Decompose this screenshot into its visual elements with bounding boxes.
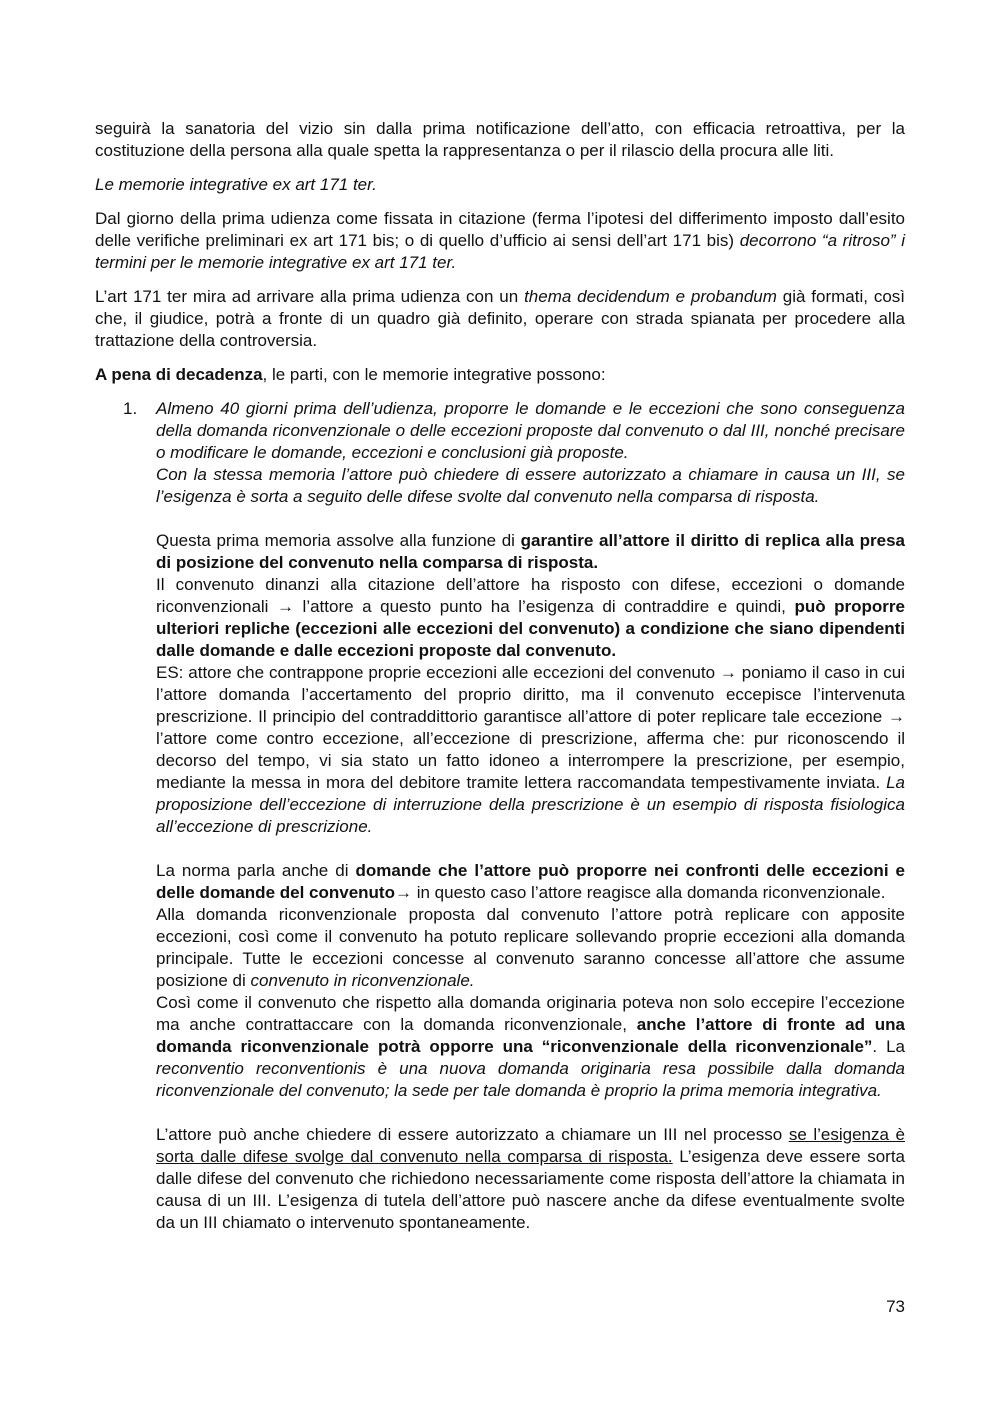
- italic-text: La proposizione dell’eccezione di interruzione della prescrizione è un esempio di risposta fisiologica all’eccezione di prescrizione.: [156, 773, 905, 836]
- item-intro-1: Almeno 40 giorni prima dell’udienza, proporre le domande e le eccezioni che sono conseguenza della domanda riconvenzionale o delle eccezioni proposte dal convenuto o dal III, nonché precisare o modificare le domande, eccezioni e conclusioni già proposte.: [156, 399, 905, 462]
- text: Alla domanda riconvenzionale proposta dal convenuto l’attore potrà replicare con apposite eccezioni, così come il convenuto ha potuto replicare sollevando proprie eccezioni alla domanda principale. Tutte le eccezioni concesse al convenuto saranno concesse all’attore che assume posizione di: [156, 905, 905, 990]
- text: , le parti, con le memorie integrative possono:: [262, 365, 606, 384]
- decadenza-bold: A pena di decadenza: [95, 365, 263, 384]
- paragraph-art-171-ter: [95, 286, 905, 352]
- text: Questa prima memoria assolve alla funzione di: [156, 531, 521, 550]
- bold-text: domande che l’attore può proporre nei confronti delle eccezioni e delle domande del convenuto: [156, 861, 906, 902]
- item-esempio: [156, 662, 905, 838]
- italic-text: reconventio reconventionis è una nuova domanda originaria resa possibile dalla domanda riconvenzionale del convenuto; la sede per tale domanda è proprio la prima memoria integrativa.: [156, 1059, 905, 1100]
- list-item-1: [95, 398, 905, 1234]
- item-repliche: [156, 574, 905, 662]
- text: già formati, così che, il giudice, potrà a fronte di un quadro già definito, operare con strada spianata per procedere alla trattazione della controversia.: [95, 287, 906, 350]
- document-page: [95, 118, 905, 1234]
- text: La norma parla anche di: [156, 861, 356, 880]
- paragraph-sanatoria: seguirà la sanatoria del vizio sin dalla prima notificazione dell’atto, con efficacia retroattiva, per la costituzione della persona alla quale spetta la rappresentanza o per il rilascio della procura alle liti.: [95, 119, 905, 160]
- text: Così come il convenuto che rispetto alla domanda originaria poteva non solo eccepire l’eccezione ma anche contrattaccare con la domanda riconvenzionale,: [156, 993, 905, 1034]
- item-reconventio: [156, 992, 905, 1102]
- italic-text: convenuto in riconvenzionale.: [250, 971, 475, 990]
- bold-text: garantire all’attore il diritto di replica alla presa di posizione del convenuto nella comparsa di risposta.: [156, 531, 905, 572]
- text: → in questo caso l’attore reagisce alla domanda riconvenzionale.: [394, 883, 886, 902]
- text: ES: attore che contrappone proprie eccezioni alle eccezioni del convenuto → poniamo il caso in cui l’attore domanda l’accertamento del proprio diritto, ma il convenuto eccepisce l’intervenuta prescrizione. Il principio del contraddittorio garantisce all’attore di poter replicare tale eccezione → l’attore come contro eccezione, all’eccezione di prescrizione, afferma che: pur riconoscendo il decorso del tempo, vi sia stato un fatto idoneo a interrompere la prescrizione, per esempio, mediante la messa in mora del debitore tramite lettera raccomandata tempestivamente inviata.: [156, 663, 905, 792]
- text: Il convenuto dinanzi alla citazione dell’attore ha risposto con difese, eccezioni o domande riconvenzionali → l’attore a questo punto ha l’esigenza di contraddire e quindi,: [156, 575, 905, 616]
- item-funzione: [156, 530, 905, 574]
- text: . La: [872, 1037, 905, 1056]
- text: L’attore può anche chiedere di essere autorizzato a chiamare un III nel processo: [156, 1125, 789, 1144]
- thema-decidendum: thema decidendum e probandum: [524, 287, 777, 306]
- text: L’art 171 ter mira ad arrivare alla prima udienza con un: [95, 287, 525, 306]
- paragraph-decadenza: [95, 364, 905, 386]
- bold-text: anche l’attore di fronte ad una domanda riconvenzionale potrà opporre una “riconvenzionale della riconvenzionale”: [156, 1015, 905, 1056]
- text: L’esigenza deve essere sorta dalle difese del convenuto che richiedono necessariamente come risposta dell’attore la chiamata in causa di un III. L’esigenza di tutela dell’attore può nascere anche da difese eventualmente svolte da un III chiamato o intervenuto spontaneamente.: [156, 1147, 905, 1232]
- underlined-text: se l’esigenza è sorta dalle difese svolge dal convenuto nella comparsa di risposta.: [156, 1125, 905, 1166]
- item-replica-riconvenzionale: [156, 904, 905, 992]
- item-domande: [156, 860, 905, 904]
- paragraph-termini-text: Dal giorno della prima udienza come fissata in citazione (ferma l’ipotesi del differimento imposto dall’esito delle verifiche preliminari ex art 171 bis; o di quello d’ufficio ai sensi dell’art 171 bis): [95, 209, 905, 250]
- section-heading: Le memorie integrative ex art 171 ter.: [95, 175, 377, 194]
- paragraph-termini: [95, 208, 905, 274]
- item-intro-2: Con la stessa memoria l’attore può chiedere di essere autorizzato a chiamare in causa un III, se l’esigenza è sorta a seguito delle difese svolte dal convenuto nella comparsa di risposta.: [156, 465, 905, 506]
- page-number: 73: [886, 1297, 905, 1316]
- item-chiamata-terzo: [156, 1124, 905, 1234]
- paragraph-termini-italic: decorrono “a ritroso” i termini per le memorie integrative ex art 171 ter.: [95, 231, 905, 272]
- list-item-number: 1.: [123, 399, 138, 418]
- bold-text: può proporre ulteriori repliche (eccezioni alle eccezioni del convenuto) a condizione che siano dipendenti dalle domande e dalle eccezioni proposte dal convenuto.: [156, 597, 905, 660]
